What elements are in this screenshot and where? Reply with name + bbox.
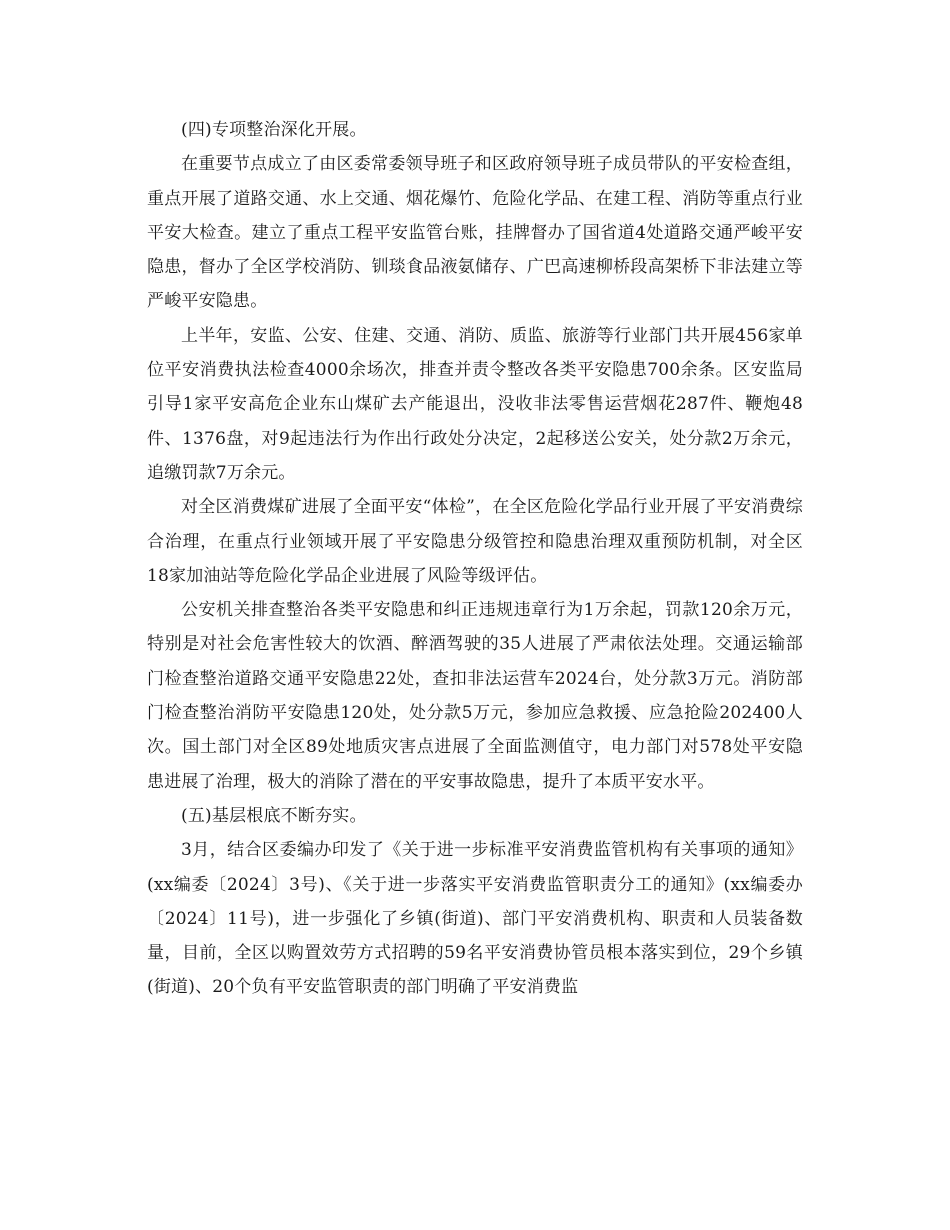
paragraph-first-half-enforcement: 上半年，安监、公安、住建、交通、消防、质监、旅游等行业部门共开展456家单位平安消费执法检查4000余场次，排查并责令整改各类平安隐患700余条。区安监局引导1家平安高危企业东山煤矿去产能退出，没收非法零售运营烟花287件、鞭炮48件、1376盘，对9起违法行为作出行政处分决定，2起移送公安关，处分款2万余元，追缴罚款7万余元。 [147, 325, 803, 483]
paragraph-grassroots-foundation: 3月，结合区委编办印发了《关于进一步标准平安消费监管机构有关事项的通知》(xx编委〔2024〕3号)、《关于进一步落实平安消费监管职责分工的通知》(xx编委办〔2024〕11号)，进一步强化了乡镇(街道)、部门平安消费机构、职责和人员装备数量，目前，全区以购置效劳方式招聘的59名平安消费协管员根本落实到位，29个乡镇(街道)、20个负有平安监管职责的部门明确了平安消费监 [147, 840, 803, 998]
paragraph-coal-mine-checkup: 对全区消费煤矿进展了全面平安“体检”，在全区危险化学品行业开展了平安消费综合治理，在重点行业领域开展了平安隐患分级管控和隐患治理双重预防机制，对全区18家加油站等危险化学品企业进展了风险等级评估。 [147, 497, 803, 586]
document-body [147, 113, 803, 1005]
section-heading-5: (五)基层根底不断夯实。 [181, 805, 367, 826]
section-heading-4: (四)专项整治深化开展。 [181, 120, 367, 140]
paragraph-department-actions: 公安机关排查整治各类平安隐患和纠正违规违章行为1万余起，罚款120余万元，特别是对社会危害性较大的饮酒、醉酒驾驶的35人进展了严肃依法处理。交通运输部门检查整治道路交通平安隐患22处，查扣非法运营车2024台，处分款3万元。消防部门检查整治消防平安隐患120处，处分款5万元，参加应急救援、应急抢险202400人次。国土部门对全区89处地质灾害点进展了全面监测值守，电力部门对578处平安隐患进展了治理，极大的消除了潜在的平安事故隐患，提升了本质平安水平。 [147, 600, 803, 792]
paragraph-inspection-groups: 在重要节点成立了由区委常委领导班子和区政府领导班子成员带队的平安检查组，重点开展了道路交通、水上交通、烟花爆竹、危险化学品、在建工程、消防等重点行业平安大检查。建立了重点工程平安监管台账，挂牌督办了国省道4处道路交通严峻平安隐患，督办了全区学校消防、钏琰食品液氨储存、广巴高速柳桥段高架桥下非法建立等严峻平安隐患。 [147, 154, 803, 312]
